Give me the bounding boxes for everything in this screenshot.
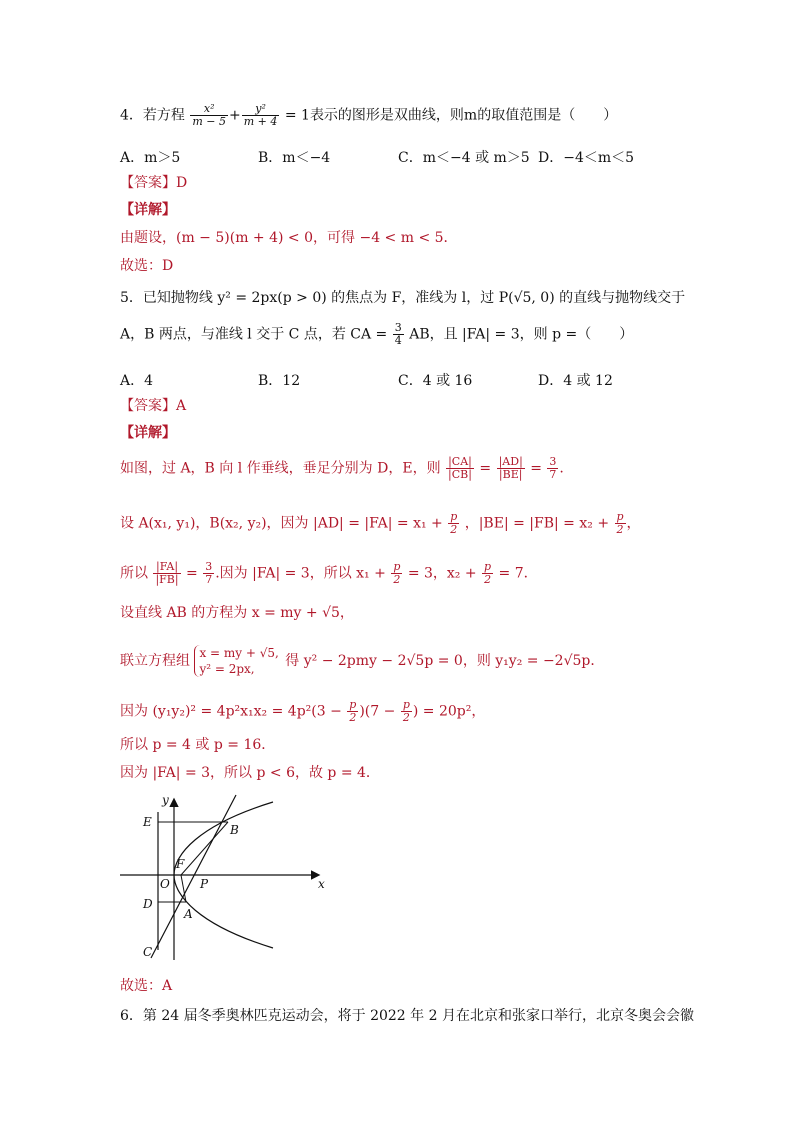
q5-d1-frac3 xyxy=(547,456,558,481)
q5-d1-frac2-num: |AD| xyxy=(498,455,523,468)
q5-d3-frac4 xyxy=(482,561,493,586)
q5-option-d: D．4 或 12 xyxy=(538,373,613,389)
q5-choice: 故选：A xyxy=(120,978,173,994)
q5-d1-frac2-den: |BE| xyxy=(498,468,523,481)
q5-d3-a: 所以 xyxy=(120,565,148,582)
q5-stem-frac-num: 3 xyxy=(394,321,402,334)
q4-frac1 xyxy=(190,103,228,128)
q5-option-b: B．12 xyxy=(258,373,301,389)
q4-option-b: B．m＜−4 xyxy=(258,150,331,166)
q5-d2-frac2 xyxy=(615,511,626,536)
q4-answer: 【答案】D xyxy=(120,175,188,191)
label-c: C xyxy=(143,945,153,959)
q5-answer: 【答案】A xyxy=(120,398,187,414)
q5-d3-d: = 3，x₂ + xyxy=(407,565,477,582)
q4-detail: 由题设，(m − 5)(m + 4) < 0，可得 −4 < m < 5． xyxy=(120,230,458,246)
q5-d1-frac3-num: 3 xyxy=(549,455,557,468)
q5-d2-frac1-den: 2 xyxy=(450,523,458,536)
q5-d3-frac3 xyxy=(391,561,402,586)
label-b: B xyxy=(230,823,239,837)
q5-d3-frac1-den: |FB| xyxy=(155,573,179,586)
q5-d1-a: 如图，过 A，B 向 l 作垂线，垂足分别为 D，E，则 xyxy=(120,460,441,477)
q5-d1-frac1-den: |CB| xyxy=(448,468,472,481)
q5-option-a: A．4 xyxy=(120,373,154,389)
q5-detail-4: 设直线 AB 的方程为 x = my + √5， xyxy=(120,605,354,621)
q5-d1-frac1-num: |CA| xyxy=(446,456,474,469)
q4-stem: 4．若方程 $\frac{\text{x²}}{m - 5}$ + $\frac{\text{y²}}{m + 4}$ = 1表示的图形是双曲线，则m的取值范围是（ ） xyxy=(120,102,618,128)
q5-d2-c: ， xyxy=(626,515,641,532)
q5-d2-a: 设 A(x₁, y₁)，B(x₂, y₂)，因为 |AD| = |FA| = x₁ + xyxy=(120,515,443,532)
q5-d6-frac1-den: 2 xyxy=(349,711,357,724)
label-f: F xyxy=(176,857,185,871)
q5-d3-c: .因为 |FA| = 3，所以 x₁ + xyxy=(215,565,386,582)
q5-d6-p2: )(7 − xyxy=(359,703,396,720)
q5-stem-frac xyxy=(393,322,404,347)
q4-frac2-num: y² xyxy=(242,103,280,116)
q4-choice: 故选：D xyxy=(120,258,174,274)
q5-d5-b: 得 y² − 2pmy − 2√5p = 0，则 y₁y₂ = −2√5p． xyxy=(285,653,605,669)
q5-d1-frac2 xyxy=(497,456,525,481)
q5-d1-frac3-den: 7 xyxy=(549,468,557,481)
segment-fb xyxy=(181,822,228,875)
q5-d1-eq1: = xyxy=(479,460,492,477)
q5-d2-b: ，|BE| = |FB| = x₂ + xyxy=(464,515,610,532)
q6-stem-line1: 6．第 24 届冬季奥林匹克运动会，将于 2022 年 2 月在北京和张家口举行，北京冬奥会会徽 xyxy=(120,1008,694,1024)
q5-d1-eq2: = xyxy=(530,460,542,477)
q5-d6-frac1 xyxy=(347,699,358,724)
q5-d3-b: = xyxy=(186,565,198,582)
label-a: A xyxy=(184,907,193,921)
q5-option-c: C．4 或 16 xyxy=(398,373,473,389)
q5-stem-line1: 5．已知抛物线 y² = 2px(p > 0) 的焦点为 F，准线为 l，过 P(√5, 0) 的直线与抛物线交于 xyxy=(120,290,686,306)
q5-detail-2 xyxy=(120,511,641,536)
q4-option-c: C．m＜−4 或 m＞5 xyxy=(398,150,530,166)
q5-d6-p3: ) = 20p²， xyxy=(412,703,486,720)
q5-d3-frac4-den: 2 xyxy=(484,573,492,586)
q5-d2-frac2-den: 2 xyxy=(616,523,624,536)
q5-d3-frac2-num: 3 xyxy=(205,560,213,573)
q4-stem-eq: = 1 xyxy=(284,107,310,124)
q5-detail-1 xyxy=(120,456,564,481)
q5-d3-frac2 xyxy=(203,561,214,586)
parabola-figure xyxy=(118,790,333,965)
q5-d5-a: 联立方程组 xyxy=(120,653,190,669)
label-e: E xyxy=(143,815,152,829)
q5-d6-a: 因为 (y₁y₂)² = 4p²x₁x₂ = 4p² xyxy=(120,703,312,720)
q4-frac2-den: m + 4 xyxy=(243,115,278,128)
label-d: D xyxy=(143,897,153,911)
q5-d6-frac1-num: p xyxy=(349,698,357,711)
q4-stem-prefix: 4．若方程 xyxy=(120,107,185,124)
q4-option-d: D．−4＜m＜5 xyxy=(538,150,635,166)
q5-detail-label: 【详解】 xyxy=(120,425,176,441)
label-p: P xyxy=(200,877,209,891)
q5-d6-frac2-num: p xyxy=(402,698,410,711)
label-y: y xyxy=(162,793,169,807)
q5-d6-frac2 xyxy=(401,699,412,724)
q5-d5-sys2: y² = 2px, xyxy=(199,662,255,676)
q4-detail-label: 【详解】 xyxy=(120,202,176,218)
q5-detail-3 xyxy=(120,561,538,586)
q5-d1-frac1 xyxy=(446,456,474,481)
label-x: x xyxy=(318,877,325,891)
q5-detail-7: 所以 p = 4 或 p = 16． xyxy=(120,737,276,753)
q5-d2-frac1 xyxy=(448,511,459,536)
q5-stem-frac-den: 4 xyxy=(394,334,402,347)
q5-d5-system xyxy=(194,645,278,677)
q5-d5-sys1: x = my + √5, xyxy=(199,646,279,660)
q5-d2-frac1-num: p xyxy=(450,510,458,523)
q5-d3-frac1-num: |FA| xyxy=(153,561,180,574)
q5-d3-frac3-den: 2 xyxy=(393,573,401,586)
q5-detail-5 xyxy=(120,645,604,677)
q5-detail-6 xyxy=(120,699,485,724)
q5-d3-frac4-num: p xyxy=(484,560,492,573)
q5-d6-frac2-den: 2 xyxy=(402,711,410,724)
q4-frac2 xyxy=(242,103,280,128)
q4-option-a: A．m＞5 xyxy=(120,150,181,166)
q5-d6-p1: (3 − xyxy=(311,703,342,720)
q5-d1-end: . xyxy=(559,460,564,477)
q5-d3-frac3-num: p xyxy=(393,560,401,573)
q4-frac1-den: m − 5 xyxy=(192,115,227,128)
label-o: O xyxy=(160,877,170,891)
q5-stem-line2 xyxy=(120,322,633,347)
q5-detail-8: 因为 |FA| = 3，所以 p < 6，故 p = 4． xyxy=(120,765,380,781)
q5-d3-e: = 7． xyxy=(498,565,538,582)
q4-stem-suffix: 表示的图形是双曲线，则m的取值范围是（ ） xyxy=(309,107,618,124)
q5-d3-frac1 xyxy=(153,561,180,586)
q5-stem-line2-a: A，B 两点，与准线 l 交于 C 点，若 CA = xyxy=(120,326,388,343)
q4-frac1-num: x² xyxy=(190,103,228,116)
q5-d2-frac2-num: p xyxy=(616,510,624,523)
q5-stem-line2-b: AB，且 |FA| = 3，则 p =（ ） xyxy=(409,326,634,343)
q5-d3-frac2-den: 7 xyxy=(205,573,213,586)
